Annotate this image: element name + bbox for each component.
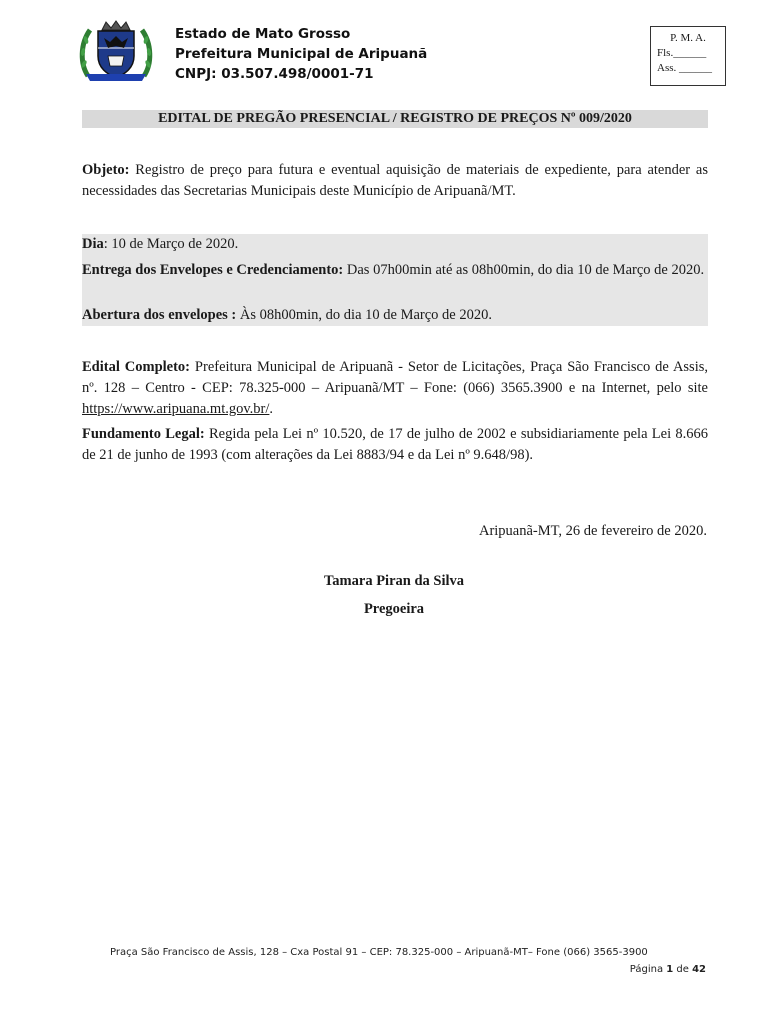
dia-label: Dia (82, 236, 104, 252)
edital-end: . (269, 401, 274, 417)
schedule-abertura (82, 305, 708, 326)
header-block (175, 24, 427, 84)
page-prefix: Página (629, 964, 667, 975)
objeto-text: Registro de preço para futura e eventual aquisição de materiais de expediente, para atender as necessidades das Secretarias Municipais deste Município de Aripuanã/MT. (82, 162, 708, 199)
page-total: 42 (692, 964, 706, 975)
pma-stamp-title: P. M. A. (670, 32, 706, 44)
fundamento-label: Fundamento Legal: (82, 426, 205, 442)
signatory-name: Tamara Piran da Silva (323, 573, 465, 589)
fundamento-paragraph (82, 424, 708, 466)
header-state: Estado de Mato Grosso (175, 26, 351, 42)
objeto-label: Objeto: (82, 162, 130, 178)
municipal-crest-icon (78, 20, 154, 82)
abertura-label: Abertura dos envelopes : (82, 307, 237, 323)
page-mid: de (673, 964, 693, 975)
page-current: 1 (666, 964, 674, 975)
document-title: EDITAL DE PREGÃO PRESENCIAL / REGISTRO DE PREÇOS Nº 009/2020 (82, 110, 708, 128)
pma-stamp-box (650, 26, 726, 86)
header-prefecture: Prefeitura Municipal de Aripuanã (175, 46, 428, 62)
fundamento-text: Regida pela Lei nº 10.520, de 17 de julho de 2002 e subsidiariamente pela Lei 8.666 de 21 de junho de 1993 (com alterações da Lei 8883/94 e da Lei nº 9.648/98). (82, 426, 709, 463)
entrega-text: Das 07h00min até as 08h00min, do dia 10 de Março de 2020. (343, 262, 705, 278)
edital-label: Edital Completo: (82, 359, 191, 375)
objeto-paragraph (82, 160, 708, 202)
pma-stamp-ass: Ass. ______ (657, 62, 713, 74)
website-link[interactable]: https://www.aripuana.mt.gov.br/ (82, 401, 270, 417)
pma-stamp-fls: Fls.______ (657, 47, 707, 59)
schedule-entrega (82, 260, 708, 281)
schedule-dia (82, 234, 708, 255)
header-cnpj: CNPJ: 03.507.498/0001-71 (175, 66, 374, 82)
abertura-text: Às 08h00min, do dia 10 de Março de 2020. (236, 307, 492, 323)
schedule-block (82, 234, 708, 326)
edital-text: Prefeitura Municipal de Aripuanã - Setor de Licitações, Praça São Francisco de Assis, nº. 128 – Centro - CEP: 78.325-000 – Aripuanã/MT – Fone: (066) 3565.3900 e na Internet, pelo site (82, 359, 708, 396)
signatory-role: Pregoeira (363, 601, 425, 617)
footer-address: Praça São Francisco de Assis, 128 – Cxa Postal 91 – CEP: 78.325-000 – Aripuanã-MT– Fone (066) 3565-3900 (110, 947, 648, 958)
page-number (630, 964, 706, 975)
entrega-label: Entrega dos Envelopes e Credenciamento: (82, 262, 344, 278)
document-date: Aripuanã-MT, 26 de fevereiro de 2020. (478, 523, 707, 539)
dia-text: : 10 de Março de 2020. (103, 236, 239, 252)
edital-paragraph (82, 357, 708, 420)
